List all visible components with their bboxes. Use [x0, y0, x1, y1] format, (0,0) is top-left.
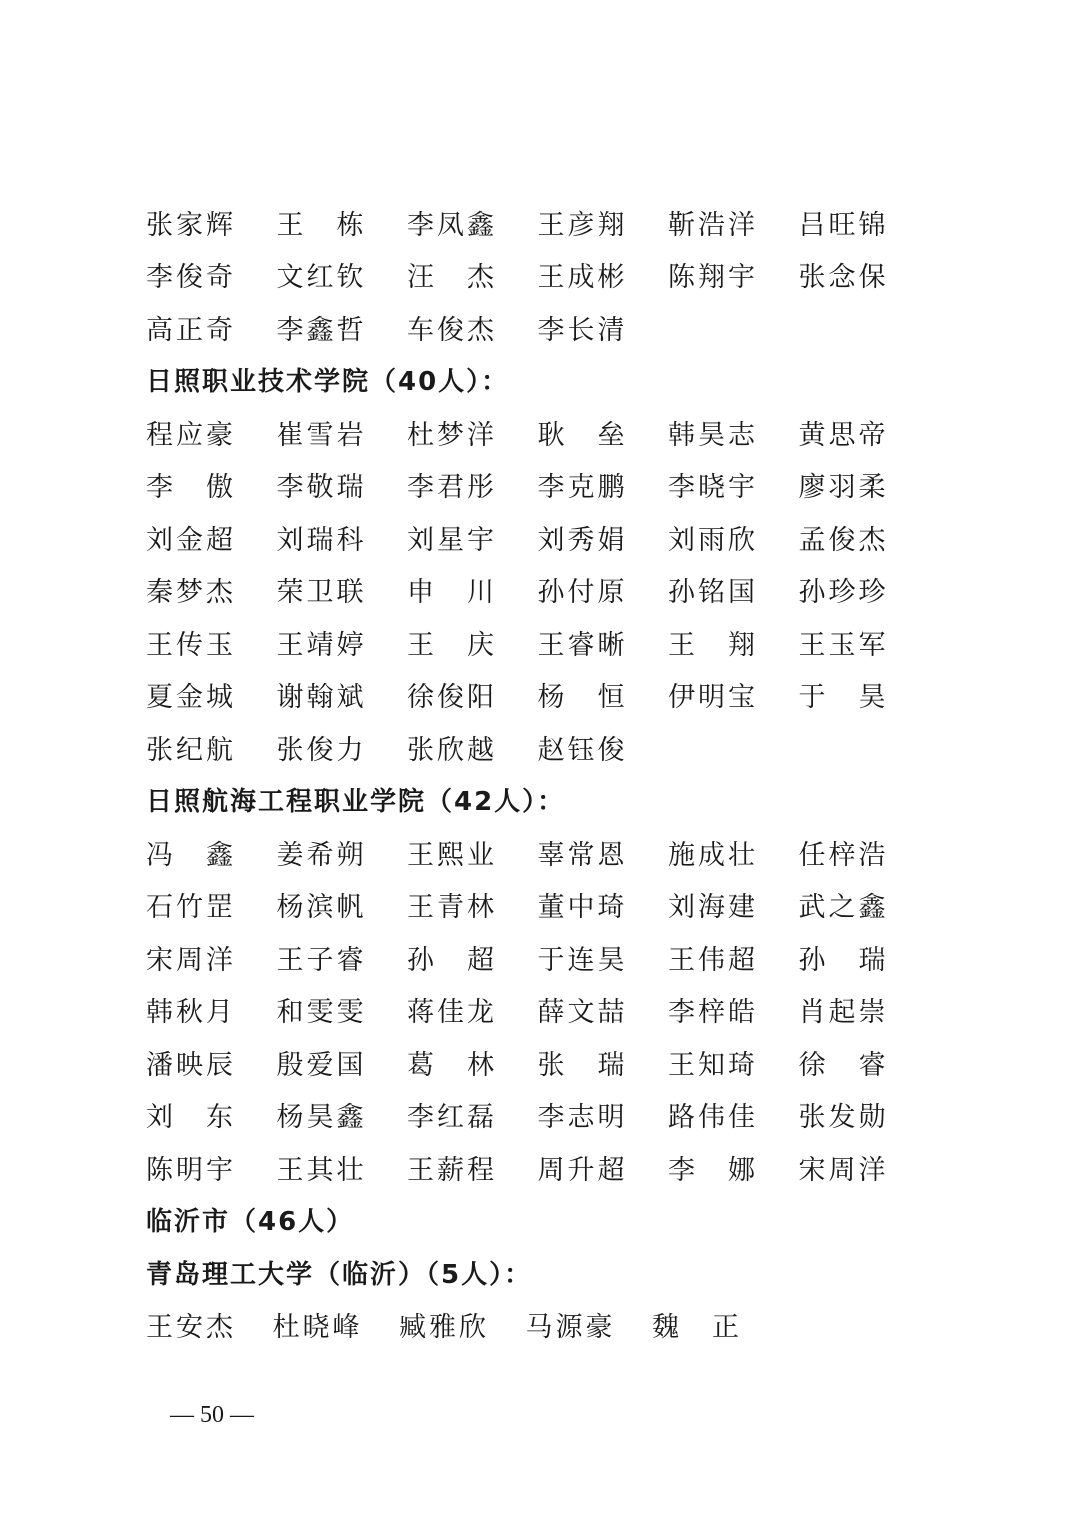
person-name: 王 庆	[407, 629, 497, 661]
person-name: 秦梦杰	[146, 577, 236, 609]
person-name: 王成彬	[537, 262, 628, 294]
person-name: 刘星宇	[407, 524, 497, 556]
person-name: 王 翔	[668, 629, 758, 661]
person-name: 李凤鑫	[407, 209, 497, 241]
name-row	[146, 196, 946, 249]
person-name: 刘瑞科	[276, 524, 367, 556]
person-name: 李长清	[537, 314, 628, 346]
name-list	[146, 406, 946, 774]
person-name: 孙付原	[537, 577, 628, 609]
person-name: 徐 睿	[798, 1049, 889, 1081]
person-name: 杜晓峰	[272, 1312, 363, 1344]
person-name: 刘海建	[668, 892, 758, 924]
person-name: 孟俊杰	[798, 524, 889, 556]
person-name: 宋周洋	[146, 944, 236, 976]
person-name: 孙铭国	[668, 577, 758, 609]
person-name: 葛 林	[407, 1049, 497, 1081]
person-name: 韩秋月	[146, 997, 236, 1029]
name-row	[146, 1141, 946, 1194]
person-name: 黄思帝	[798, 419, 889, 451]
person-name: 王传玉	[146, 629, 236, 661]
person-name: 王 栋	[276, 209, 367, 241]
name-list	[146, 826, 946, 1194]
person-name: 和雯雯	[276, 997, 367, 1029]
person-name: 韩昊志	[668, 419, 758, 451]
person-name: 耿 垒	[537, 419, 628, 451]
person-name: 伊明宝	[668, 682, 758, 714]
person-name: 杨滨帆	[276, 892, 367, 924]
person-name: 王子睿	[276, 944, 367, 976]
person-name: 吕旺锦	[798, 209, 889, 241]
name-row	[146, 879, 946, 932]
name-row	[146, 1089, 946, 1142]
name-row	[146, 669, 946, 722]
document-body	[146, 196, 946, 1351]
person-name: 王青林	[407, 892, 497, 924]
person-name: 殷爱国	[276, 1049, 367, 1081]
person-name: 张家辉	[146, 209, 236, 241]
person-name: 王知琦	[668, 1049, 758, 1081]
person-name: 李 傲	[146, 472, 236, 504]
person-name: 杨昊鑫	[276, 1102, 367, 1134]
person-name: 孙 瑞	[798, 944, 889, 976]
page-number: — 50 —	[170, 1402, 254, 1428]
person-name: 张纪航	[146, 734, 236, 766]
person-name: 李晓宇	[668, 472, 758, 504]
person-name: 张 瑞	[537, 1049, 628, 1081]
person-name: 刘 东	[146, 1102, 236, 1134]
person-name: 王安杰	[146, 1312, 236, 1344]
name-row	[146, 301, 946, 354]
person-name: 李梓皓	[668, 997, 758, 1029]
name-row	[146, 459, 946, 512]
section-heading: 日照职业技术学院（40人）：	[146, 367, 510, 398]
name-row	[146, 721, 946, 774]
person-name: 路伟佳	[668, 1102, 758, 1134]
person-name: 陈翔宇	[668, 262, 758, 294]
person-name: 孙 超	[407, 944, 497, 976]
person-name: 文红钦	[276, 262, 367, 294]
person-name: 刘金超	[146, 524, 236, 556]
person-name: 辜常恩	[537, 839, 628, 871]
person-name: 张念保	[798, 262, 889, 294]
person-name: 张欣越	[407, 734, 497, 766]
person-name: 崔雪岩	[276, 419, 367, 451]
person-name: 李红磊	[407, 1102, 497, 1134]
name-row	[146, 564, 946, 617]
person-name: 孙珍珍	[798, 577, 889, 609]
person-name: 董中琦	[537, 892, 628, 924]
name-row	[146, 406, 946, 459]
person-name: 于连昊	[537, 944, 628, 976]
person-name: 薛文喆	[537, 997, 628, 1029]
person-name: 张发勋	[798, 1102, 889, 1134]
person-name: 王彦翔	[537, 209, 628, 241]
name-list	[146, 1299, 946, 1352]
section-heading: 青岛理工大学（临沂）（5人）：	[146, 1259, 533, 1290]
name-list	[146, 196, 946, 354]
person-name: 武之鑫	[798, 892, 889, 924]
person-name: 马源豪	[525, 1312, 616, 1344]
person-name: 杨 恒	[537, 682, 628, 714]
person-name: 赵钰俊	[537, 734, 628, 766]
person-name: 王薪程	[407, 1154, 497, 1186]
person-name: 石竹罡	[146, 892, 236, 924]
person-name: 靳浩洋	[668, 209, 758, 241]
person-name: 臧雅欣	[399, 1312, 489, 1344]
person-name: 李克鹏	[537, 472, 628, 504]
person-name: 于 昊	[798, 682, 889, 714]
person-name: 陈明宇	[146, 1154, 236, 1186]
person-name: 荣卫联	[276, 577, 367, 609]
person-name: 李鑫哲	[276, 314, 367, 346]
name-row	[146, 984, 946, 1037]
person-name: 宋周洋	[798, 1154, 889, 1186]
person-name: 张俊力	[276, 734, 367, 766]
person-name: 李敬瑞	[276, 472, 367, 504]
person-name: 周升超	[537, 1154, 628, 1186]
name-row	[146, 1299, 946, 1352]
person-name: 施成壮	[668, 839, 758, 871]
person-name: 李俊奇	[146, 262, 236, 294]
name-row	[146, 616, 946, 669]
name-row	[146, 1036, 946, 1089]
section-heading: 临沂市（46人）	[146, 1207, 355, 1238]
person-name: 谢翰斌	[276, 682, 367, 714]
person-name: 廖羽柔	[798, 472, 889, 504]
person-name: 刘雨欣	[668, 524, 758, 556]
person-name: 王玉军	[798, 629, 889, 661]
person-name: 夏金城	[146, 682, 236, 714]
person-name: 潘映辰	[146, 1049, 236, 1081]
name-row	[146, 931, 946, 984]
person-name: 王伟超	[668, 944, 758, 976]
person-name: 蒋佳龙	[407, 997, 497, 1029]
name-row	[146, 249, 946, 302]
person-name: 任梓浩	[798, 839, 889, 871]
person-name: 程应豪	[146, 419, 236, 451]
person-name: 高正奇	[146, 314, 236, 346]
person-name: 王睿晰	[537, 629, 628, 661]
person-name: 申 川	[407, 577, 497, 609]
person-name: 王其壮	[276, 1154, 367, 1186]
person-name: 魏 正	[652, 1312, 742, 1344]
person-name: 杜梦洋	[407, 419, 497, 451]
person-name: 汪 杰	[407, 262, 497, 294]
section-heading: 日照航海工程职业学院（42人）：	[146, 787, 566, 818]
person-name: 刘秀娟	[537, 524, 628, 556]
person-name: 徐俊阳	[407, 682, 497, 714]
person-name: 王靖婷	[276, 629, 367, 661]
name-row	[146, 511, 946, 564]
person-name: 李志明	[537, 1102, 628, 1134]
person-name: 王熙业	[407, 839, 497, 871]
person-name: 姜希朔	[276, 839, 367, 871]
person-name: 李 娜	[668, 1154, 758, 1186]
person-name: 肖起崇	[798, 997, 889, 1029]
person-name: 车俊杰	[407, 314, 497, 346]
person-name: 李君彤	[407, 472, 497, 504]
name-row	[146, 826, 946, 879]
person-name: 冯 鑫	[146, 839, 236, 871]
